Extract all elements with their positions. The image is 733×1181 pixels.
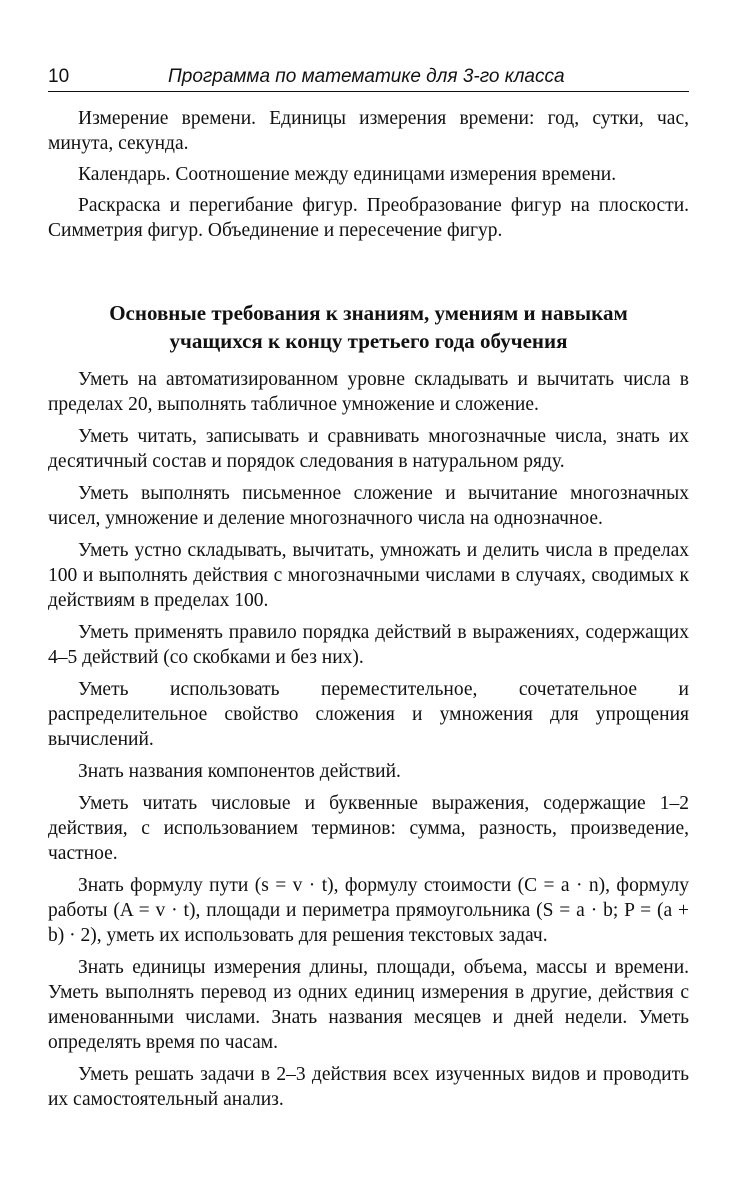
section-title — [48, 299, 689, 355]
requirement-paragraph: Знать формулу пути (s = v · t), формулу стоимости (C = a · n), формулу работы (A = v · t), площади и периметра прямоугольника (S = a · b; P = (a + b) · 2), уметь их использовать для решения текстовых задач. — [48, 875, 689, 946]
page-header — [48, 66, 689, 92]
intro-section — [48, 106, 689, 243]
requirement-paragraph: Уметь использовать переместительное, сочетательное и распределительное свойство сложения и умножения для упрощения вычислений. — [48, 679, 689, 750]
requirement-paragraph: Уметь устно складывать, вычитать, умножать и делить числа в пределах 100 и выполнять действия с многозначными числами в случаях, сводимых к действиям в пределах 100. — [48, 540, 689, 611]
requirement-paragraph: Уметь выполнять письменное сложение и вычитание многозначных чисел, умножение и деление многозначного числа на однозначное. — [48, 483, 689, 529]
requirement-paragraph: Уметь применять правило порядка действий в выражениях, содержащих 4–5 действий (со скобками и без них). — [48, 622, 689, 668]
requirements-list — [48, 367, 689, 1112]
paragraph: Измерение времени. Единицы измерения времени: год, сутки, час, минута, секунда. — [48, 108, 689, 154]
paragraph: Календарь. Соотношение между единицами измерения времени. — [78, 164, 617, 185]
requirement-paragraph: Знать единицы измерения длины, площади, объема, массы и времени. Уметь выполнять перевод из одних единиц измерения в другие, действия с именованными числами. Знать названия месяцев и дней недели. Уметь определять время по часам. — [48, 957, 689, 1053]
requirement-paragraph: Знать названия компонентов действий. — [78, 761, 401, 782]
paragraph: Раскраска и перегибание фигур. Преобразование фигур на плоскости. Симметрия фигур. Объединение и пересечение фигур. — [48, 195, 689, 241]
section-title-line-2: учащихся к концу третьего года обучения — [169, 329, 568, 353]
requirement-paragraph: Уметь читать, записывать и сравнивать многозначные числа, знать их десятичный состав и порядок следования в натуральном ряду. — [48, 426, 689, 472]
requirement-paragraph: Уметь решать задачи в 2–3 действия всех изученных видов и проводить их самостоятельный анализ. — [48, 1064, 689, 1110]
running-title: Программа по математике для 3-го класса — [168, 66, 565, 87]
requirement-paragraph: Уметь читать числовые и буквенные выражения, содержащие 1–2 действия, с использованием терминов: сумма, разность, произведение, частное. — [48, 793, 689, 864]
section-title-line-1: Основные требования к знаниям, умениям и навыкам — [109, 301, 628, 325]
page-number: 10 — [48, 66, 70, 87]
requirement-paragraph: Уметь на автоматизированном уровне складывать и вычитать числа в пределах 20, выполнять табличное умножение и сложение. — [48, 369, 689, 415]
